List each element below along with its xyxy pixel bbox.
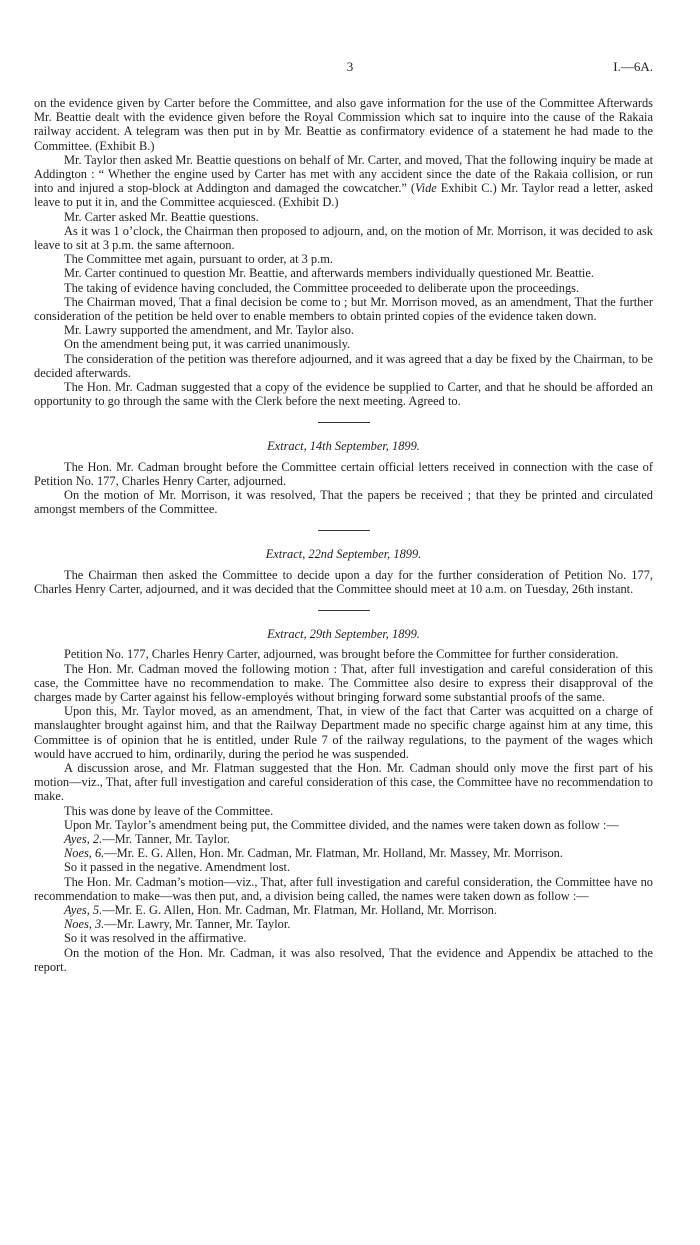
vote-noes <box>34 846 653 860</box>
paragraph: Upon Mr. Taylor’s amendment being put, the Committee divided, and the names were taken down as follow :— <box>64 817 619 832</box>
section-divider <box>318 610 370 611</box>
paragraph: The Hon. Mr. Cadman moved the following motion : That, after full investigation and careful consideration of this case, the Committee have no recommendation to make. The Committee also desire to express their disapproval of the charges made by Carter against his fellow-employés without bringing forward some substantial proofs of the same. <box>34 661 653 704</box>
paragraph-text: Exhibit C.) Mr. Taylor read a letter, asked leave to put it in, and the Committee acquiesced. (Exhibit D.) <box>34 181 653 210</box>
paragraph: A discussion arose, and Mr. Flatman suggested that the Hon. Mr. Cadman should only move the first part of his motion—viz., That, after full investigation and careful consideration of this case, the Committee have no recommendation to make. <box>34 760 653 804</box>
paragraph-text: Mr. Taylor then asked Mr. Beattie questions on behalf of Mr. Carter, and moved, That the following inquiry be made at Addington : “ Whether the engine used by Carter has met with any accident since the date of the Rakaia collision, or run into and injured a stop-block at Addington and damaged the cowcatcher.” ( <box>34 152 654 196</box>
vote-label: Ayes, 2. <box>64 831 103 846</box>
paragraph: The Hon. Mr. Cadman brought before the Committee certain official letters received in connection with the case of Petition No. 177, Charles Henry Carter, adjourned. <box>34 459 653 488</box>
vote-noes <box>34 917 653 931</box>
vote-names: —Mr. E. G. Allen, Hon. Mr. Cadman, Mr. Flatman, Mr. Holland, Mr. Morrison. <box>102 902 497 917</box>
paragraph: The Chairman then asked the Committee to decide upon a day for the further consideration of Petition No. 177, Charles Henry Carter, adjourned, and it was decided that the Committee should meet at 10 a.m. on Tuesday, 26th instant. <box>34 567 653 596</box>
paragraph: Mr. Lawry supported the amendment, and Mr. Taylor also. <box>64 323 355 338</box>
paragraph: On the motion of the Hon. Mr. Cadman, it was also resolved, That the evidence and Appendix be attached to the report. <box>34 945 653 974</box>
vote-names: —Mr. Tanner, Mr. Taylor. <box>102 831 230 846</box>
document-reference: I.—6A. <box>613 59 653 74</box>
paragraph: Petition No. 177, Charles Henry Carter, adjourned, was brought before the Committee for further consideration. <box>64 647 619 662</box>
vote-ayes <box>34 903 653 917</box>
vote-label: Ayes, 5. <box>64 902 103 917</box>
paragraph: The Hon. Mr. Cadman’s motion—viz., That, after full investigation and careful consideration, the Committee have no recommendation to make—was then put, and, a division being called, the names were taken down as follow :— <box>34 874 653 903</box>
paragraph: As it was 1 o’clock, the Chairman then proposed to adjourn, and, on the motion of Mr. Morrison, it was decided to ask leave to sit at 3 p.m. the same afternoon. <box>34 223 653 253</box>
section-divider <box>318 530 370 531</box>
page-number: 3 <box>346 59 354 74</box>
section-heading: Extract, 29th September, 1899. <box>267 627 420 642</box>
vote-names: —Mr. Lawry, Mr. Tanner, Mr. Taylor. <box>104 917 291 932</box>
paragraph: The taking of evidence having concluded, the Committee proceeded to deliberate upon the proceedings. <box>64 280 580 295</box>
vote-label: Noes, 6. <box>64 846 105 861</box>
paragraph <box>34 153 653 210</box>
section-heading: Extract, 22nd September, 1899. <box>265 547 422 562</box>
vide-italic: Vide <box>415 181 437 196</box>
section-heading: Extract, 14th September, 1899. <box>267 439 420 454</box>
paragraph: So it was resolved in the affirmative. <box>64 931 247 946</box>
paragraph: on the evidence given by Carter before the Committee, and also gave information for the use of the Committee Afterwards Mr. Beattie dealt with the evidence given before the Royal Commission which sat to inquire into the cause of the Rakaia railway accident. A telegram was then put in by Mr. Beattie as confirmatory evidence of a statement he had made to the Committee. (Exhibit B.) <box>34 96 653 153</box>
vote-label: Noes, 3. <box>64 917 105 932</box>
paragraph: So it passed in the negative. Amendment lost. <box>64 860 291 875</box>
paragraph: Upon this, Mr. Taylor moved, as an amendment, That, in view of the fact that Carter was acquitted on a charge of manslaughter brought against him, and that the Railway Department made no specific charge against him at any time, this Committee is of opinion that he is entitled, under Rule 7 of the railway regulations, to the payment of the wages which would have accrued to him, ordinarily, during the period he was suspended. <box>34 704 653 761</box>
vote-ayes <box>34 832 653 846</box>
document-body <box>34 96 653 974</box>
paragraph: On the motion of Mr. Morrison, it was resolved, That the papers be received ; that they be printed and circulated amongst members of the Committee. <box>34 488 653 517</box>
paragraph: The Hon. Mr. Cadman suggested that a copy of the evidence be supplied to Carter, and that he should be afforded an opportunity to go through the same with the Clerk before the next meeting. Agreed to. <box>34 380 653 409</box>
paragraph: This was done by leave of the Committee. <box>64 803 274 818</box>
paragraph: The Committee met again, pursuant to order, at 3 p.m. <box>64 252 333 267</box>
vote-names: —Mr. E. G. Allen, Hon. Mr. Cadman, Mr. Flatman, Mr. Holland, Mr. Massey, Mr. Morrison. <box>104 846 563 861</box>
paragraph: Mr. Carter continued to question Mr. Beattie, and afterwards members individually questioned Mr. Beattie. <box>64 266 594 281</box>
paragraph: Mr. Carter asked Mr. Beattie questions. <box>64 209 259 224</box>
paragraph: On the amendment being put, it was carried unanimously. <box>64 337 351 352</box>
section-divider <box>318 422 370 423</box>
paragraph: The Chairman moved, That a final decision be come to ; but Mr. Morrison moved, as an amendment, That the further consideration of the petition be held over to enable members to obtain printed copies of the evidence taken down. <box>34 294 653 324</box>
paragraph: The consideration of the petition was therefore adjourned, and it was agreed that a day be fixed by the Chairman, to be decided afterwards. <box>34 351 653 380</box>
